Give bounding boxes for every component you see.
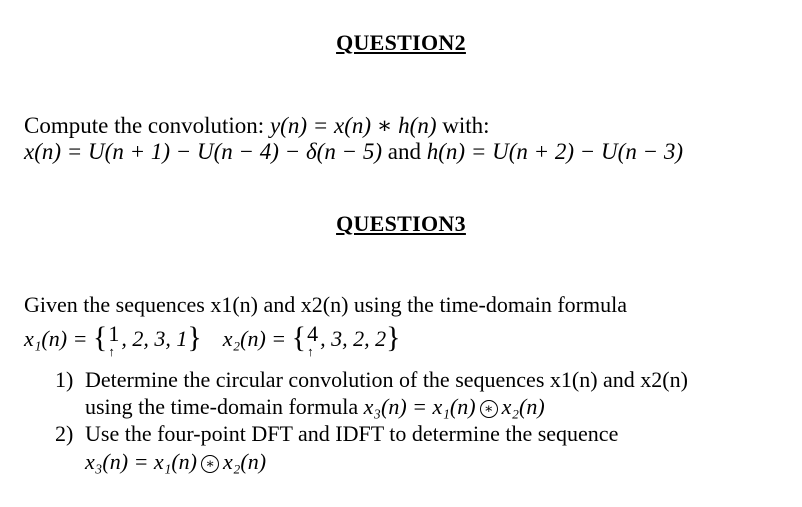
q3-intro-text: Given the sequences x1(n) and x2(n) using the time-domain formula xyxy=(24,292,628,317)
q2-convolution-equation: y(n) = x(n) ∗ h(n) xyxy=(269,113,437,138)
q2-statement-text: Compute the convolution: xyxy=(24,113,270,138)
q2-statement-line1 xyxy=(24,112,490,140)
x2-close-brace: } xyxy=(386,321,401,354)
q3-sequences-line xyxy=(24,321,401,359)
question3-heading: QUESTION3 xyxy=(336,211,466,236)
x1-origin-arrow-icon: ↑ xyxy=(108,344,115,359)
item-1-formula-lhs: x₃(n) = x₁(n) xyxy=(363,394,476,419)
item-2-formula-rhs: x₂(n) xyxy=(222,449,267,474)
item-2-number: 2) xyxy=(55,421,74,446)
circular-convolution-icon: ∗ xyxy=(480,400,498,418)
x2-open-brace: { xyxy=(291,321,307,354)
item-1-line2 xyxy=(85,393,545,421)
x1-label: x₁(n) = xyxy=(24,326,93,351)
q2-statement-line2 xyxy=(24,138,683,166)
item-1-number: 1) xyxy=(55,367,74,392)
x1-open-brace: { xyxy=(92,321,108,354)
x2-rest-values: , 3, 2, 2 xyxy=(320,326,387,351)
x2-first-element xyxy=(306,321,320,359)
x2-origin-arrow-icon: ↑ xyxy=(307,344,314,359)
q3-intro-line xyxy=(24,291,627,319)
x1-first-element xyxy=(107,321,121,359)
x2-label: x₂(n) = xyxy=(222,326,292,351)
circular-convolution-icon: ∗ xyxy=(201,455,219,473)
item-2-formula-lhs: x₃(n) = x₁(n) xyxy=(85,449,197,474)
x1-rest-values: , 2, 3, 1 xyxy=(121,326,188,351)
x1-close-brace: } xyxy=(187,321,202,354)
q2-x-definition: x(n) = U(n + 1) − U(n − 4) − δ(n − 5) xyxy=(24,139,383,164)
item-1-formula-text: using the time-domain formula xyxy=(85,394,364,419)
question2-heading: QUESTION2 xyxy=(336,30,466,55)
item-2-line2 xyxy=(85,448,266,476)
q2-with-text: with: xyxy=(436,113,490,138)
x1-first-value: 1 xyxy=(108,321,120,346)
item-1-line1: Determine the circular convolution of the sequences x1(n) and x2(n) xyxy=(85,367,688,392)
x2-first-value: 4 xyxy=(307,321,319,346)
q2-and-text: and xyxy=(382,139,427,164)
q2-h-definition: h(n) = U(n + 2) − U(n − 3) xyxy=(426,139,684,164)
item-1-formula-rhs: x₂(n) xyxy=(501,394,545,419)
item-2-line1: Use the four-point DFT and IDFT to determine the sequence xyxy=(85,421,619,446)
